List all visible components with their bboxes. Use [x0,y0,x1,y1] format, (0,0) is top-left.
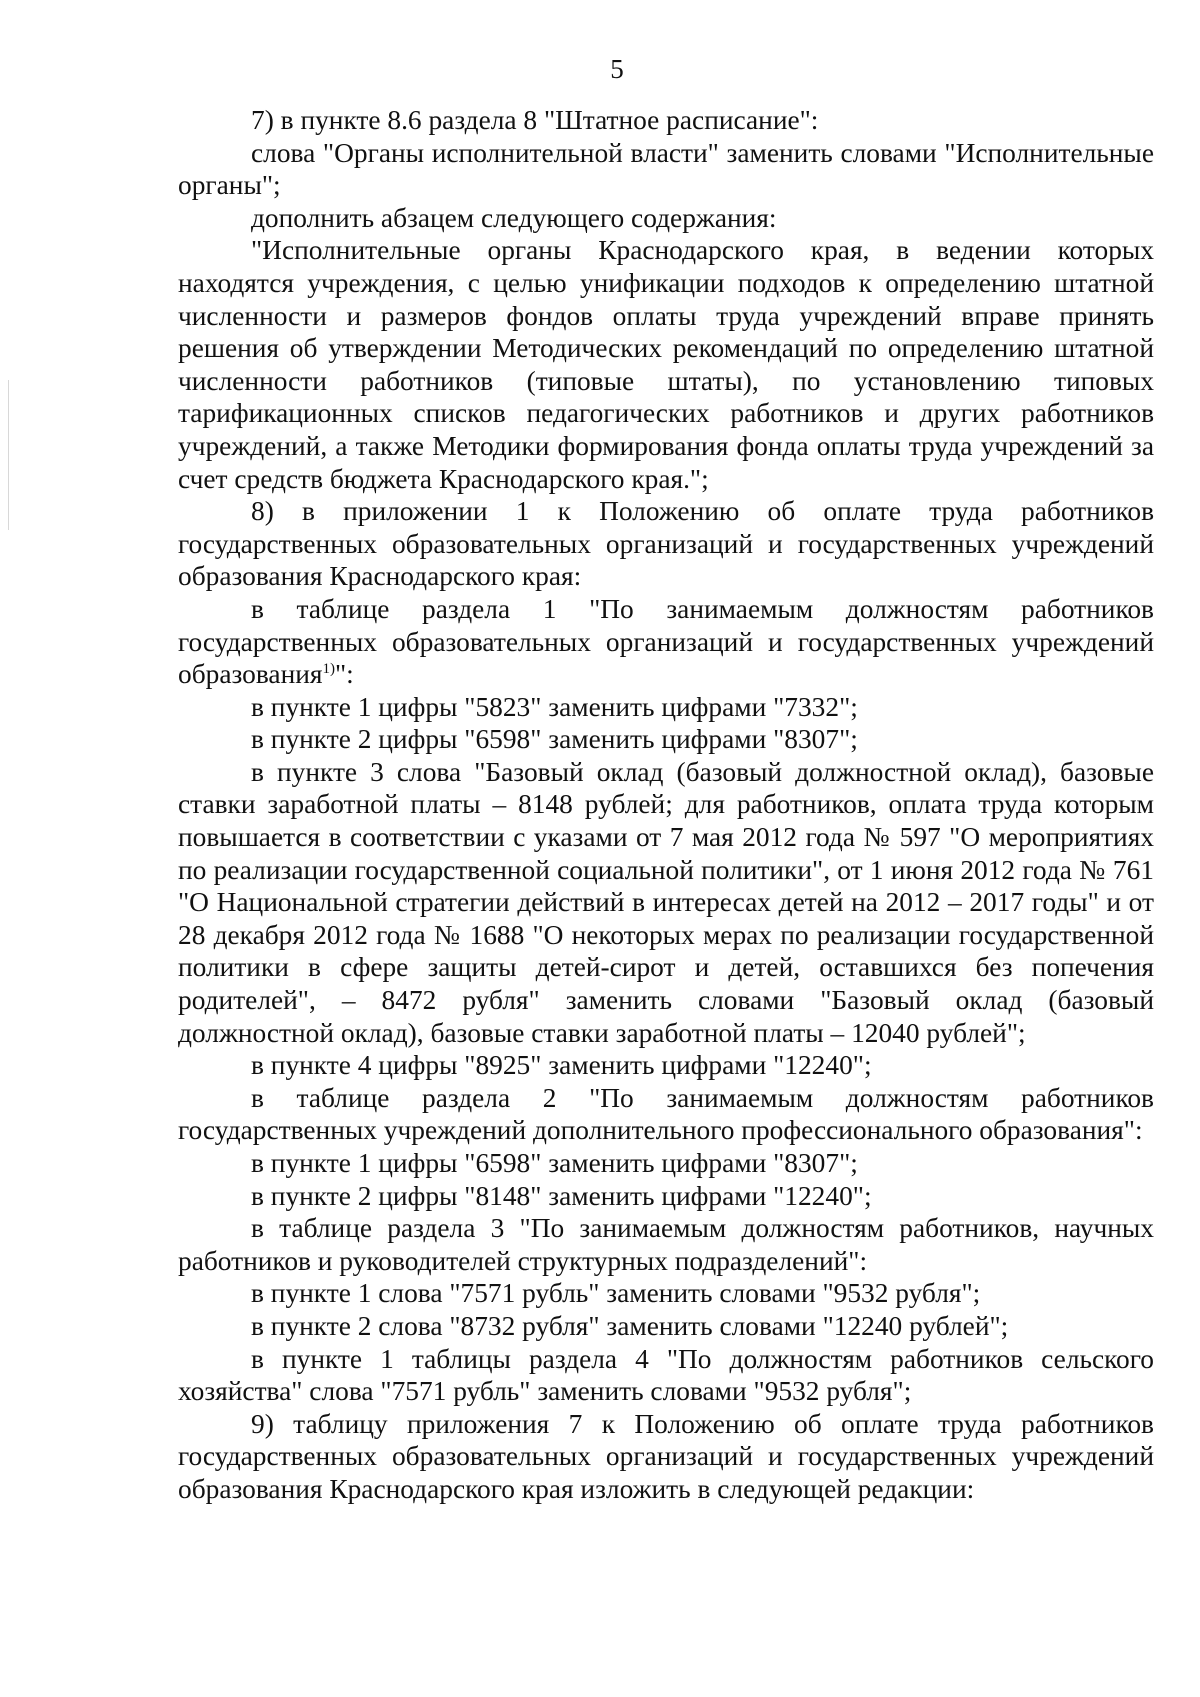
paragraph-8-intro [178,495,1154,593]
paragraph-text: в таблице раздела 2 "По занимаемым должностям работников государственных учреждений дополнительного профессионального образования": [178,1082,1154,1146]
paragraph-text: слова "Органы исполнительной власти" заменить словами "Исполнительные органы"; [178,137,1154,201]
paragraph-tail: ": [334,659,354,690]
paragraph-text: в пункте 2 слова "8732 рубля" заменить словами "12240 рублей"; [251,1310,1009,1341]
paragraph-new-clause-text [178,234,1154,495]
paragraph-7-intro [178,104,1154,137]
paragraph-text: в пункте 1 слова "7571 рубль" заменить словами "9532 рубля"; [251,1278,981,1309]
paragraph-section-2-table [178,1082,1154,1147]
paragraph-text: в таблице раздела 3 "По занимаемым должностям работников, научных работников и руководителей структурных подразделений": [178,1213,1154,1276]
paragraph-9-intro [178,1408,1154,1506]
paragraph-text: в таблице раздела 1 "По занимаемым должностям работников государственных образовательных организаций и государственных учреждений образования [178,593,1154,690]
paragraph-add-clause [178,202,1154,235]
paragraph-replace-words [178,137,1154,202]
paragraph-section-2-item-1 [178,1147,1154,1180]
paragraph-text: в пункте 3 слова "Базовый оклад (базовый должностной оклад), базовые ставки заработной платы – 8148 рублей; для работников, оплата труда которым повышается в соответствии с указами от 7 мая 2012 года № 597 "О мероприятиях по реализации государственной социальной политики", от 1 июня 2012 года № 761 "О Национальной стратегии действий в интересах детей на 2012 – 2017 годы" и от 28 декабря 2012 года № 1688 "О некоторых мерах по реализации государственной политики в сфере защиты детей-сирот и детей, оставшихся без попечения родителей", – 8472 рубля" заменить словами "Базовый оклад (базовый должностной оклад), базовые ставки заработной платы – 12040 рублей"; [178,756,1154,1048]
paragraph-text: 7) в пункте 8.6 раздела 8 "Штатное расписание": [251,105,819,135]
paragraph-section-2-item-2 [178,1180,1154,1213]
paragraph-text: 8) в приложении 1 к Положению об оплате труда работников государственных образовательных организаций и государственных учреждений образования Краснодарского края: [178,496,1154,592]
scan-margin-mark [8,380,9,530]
paragraph-section-3-item-1 [178,1277,1154,1310]
paragraph-text: дополнить абзацем следующего содержания: [251,202,777,233]
paragraph-item-4 [178,1049,1154,1082]
paragraph-text: в пункте 1 таблицы раздела 4 "По должностям работников сельского хозяйства" слова "7571 рубль" заменить словами "9532 рубля"; [178,1343,1154,1407]
paragraph-text: в пункте 4 цифры "8925" заменить цифрами "12240"; [251,1050,872,1081]
paragraph-item-2 [178,723,1154,756]
page-number: 5 [610,54,624,84]
paragraph-item-3 [178,756,1154,1049]
document-body [178,104,1154,1506]
paragraph-text: в пункте 1 цифры "6598" заменить цифрами "8307"; [251,1148,858,1178]
paragraph-text: "Исполнительные органы Краснодарского края, в ведении которых находятся учреждения, с целью унификации подходов к определению штатной численности и размеров фондов оплаты труда учреждений вправе принять решения об утверждении Методических рекомендаций по определению штатной численности работников (типовые штаты), по установлению типовых тарификационных списков педагогических работников и других работников учреждений, а также Методики формирования фонда оплаты труда учреждений за счет средств бюджета Краснодарского края."; [178,235,1154,494]
footnote-marker: 1) [322,661,335,678]
paragraph-section-3-item-2 [178,1310,1154,1343]
paragraph-section-3-table [178,1212,1154,1277]
paragraph-section-1-table [178,593,1154,691]
paragraph-item-1 [178,691,1154,724]
paragraph-text: в пункте 2 цифры "8148" заменить цифрами "12240"; [251,1180,872,1211]
paragraph-text: в пункте 1 цифры "5823" заменить цифрами "7332"; [251,691,858,722]
paragraph-section-4-item-1 [178,1343,1154,1408]
paragraph-text: в пункте 2 цифры "6598" заменить цифрами "8307"; [251,724,858,755]
paragraph-text: 9) таблицу приложения 7 к Положению об оплате труда работников государственных образовательных организаций и государственных учреждений образования Краснодарского края изложить в следующей редакции: [178,1408,1154,1504]
